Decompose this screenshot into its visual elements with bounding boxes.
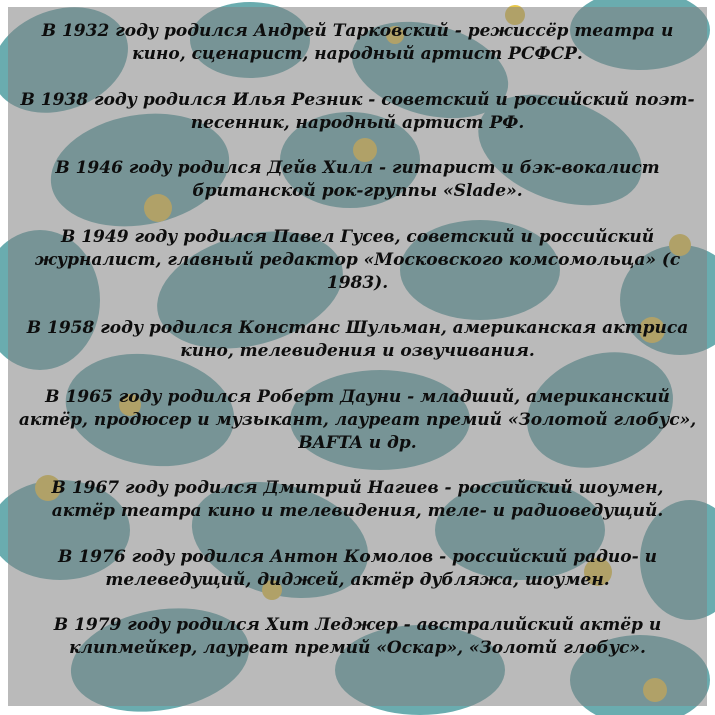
fact-1967: В 1967 году родился Дмитрий Нагиев - российский шоумен, актёр театра кино и телевидения, теле- и радиоведущий. [51,478,664,521]
fact-1932: В 1932 году родился Андрей Тарковский - режиссёр театра и кино, сценарист, народный артист РСФСР. [41,21,674,64]
facts-list [14,20,701,683]
fact-1958: В 1958 году родился Констанс Шульман, американская актриса кино, телевидения и озвучивания. [26,318,689,361]
fact-1965: В 1965 году родился Роберт Дауни - младший, американский актёр, продюсер и музыкант, лауреат премий «Золотой глобус», BAFTA и др. [18,386,697,453]
fact-1979: В 1979 году родился Хит Леджер - австралийский актёр и клипмейкер, лауреат премий «Оскар», «Золотй глобус». [53,615,662,658]
fact-1938: В 1938 году родился Илья Резник - советский и российский поэт-песенник, народный артист РФ. [20,89,695,133]
fact-1976: В 1976 году родился Антон Комолов - российский радио- и телеведущий, диджей, актёр дубляжа, шоумен. [58,546,657,590]
fact-1946: В 1946 году родился Дейв Хилл - гитарист и бэк-вокалист британской рок-группы «Slade». [55,158,660,201]
fact-1949: В 1949 году родился Павел Гусев, советский и российский журналист, главный редактор «Московского комсомольца» (с 1983). [34,226,681,293]
